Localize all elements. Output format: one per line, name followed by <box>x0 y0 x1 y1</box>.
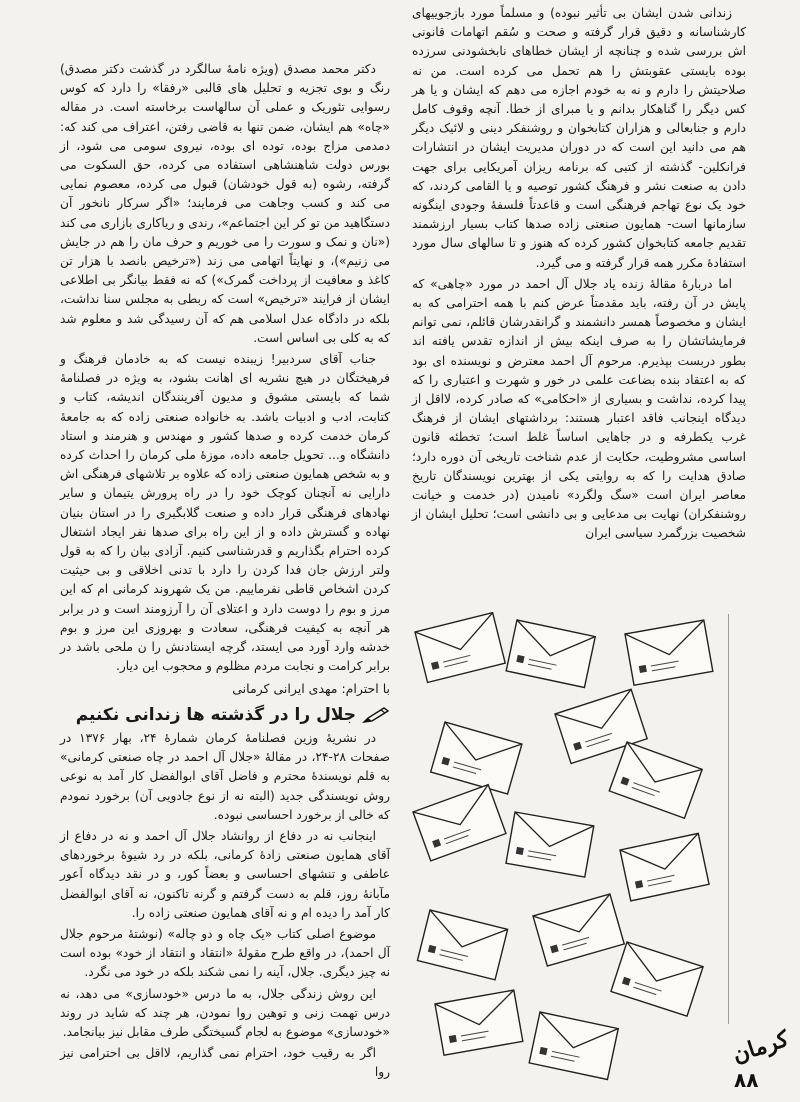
right-column <box>412 4 746 546</box>
article-title: جلال را در گذشته ها زندانی نکنیم <box>75 704 356 725</box>
envelope-icon <box>620 833 709 900</box>
signature: با احترام: مهدی ایرانی کرمانی <box>232 680 390 696</box>
paragraph: این روش زندگی جلال، به ما درس «خودسازی» می دهد، نه درس تهمت زنی و توهین روا نمودن، هر چند که شاید در روند «خودسازی» موضوع به لجام گسیختگی طرف مقابل نیز بیانجامد. <box>60 986 390 1039</box>
pen-icon <box>362 706 390 724</box>
paragraph: اینجانب نه در دفاع از روانشاد جلال آل احمد و نه در دفاع از آقای همایون صنعتی زادهٔ کرمانی، بلکه در رد شیوهٔ برخوردهای عاطفی و تنشهای احساسی و بعضاً کور، و در نقد دیدگاه اَعور مآبانهٔ روز، قلم به دست گرفتم و گرنه تاکنون، نه آقای ابوالفضل کار آمد را دیده ام و نه آقای همایون صنعتی زاده را. <box>60 828 390 920</box>
envelopes-illustration <box>405 612 720 1088</box>
left-column <box>60 60 390 1085</box>
envelope-icon <box>506 620 595 687</box>
envelope-icon <box>609 742 702 818</box>
magazine-logo: کرمان <box>729 1025 792 1069</box>
paragraph: در نشریهٔ وزین فصلنامهٔ کرمان شمارهٔ ۲۴، بهار ۱۳۷۶ در صفحات ۲۸-۲۴، در مقالهٔ «جلال آل احمد در چاه صنعتی کرمانی» به قلم نویسندهٔ محترم و فاضل آقای ابوالفضل کار آمد به نوعی روش نویسندگی جدید (البته نه از نوع جادویی آن) برخورد نمودم که خالی از برخورد احساسی نبوده. <box>60 730 390 822</box>
paragraph: اگر به رقیب خود، احترام نمی گذاریم، لااقل بی احترامی نیز روا <box>60 1046 390 1080</box>
envelope-icon <box>529 1012 618 1079</box>
envelope-icon <box>533 894 624 966</box>
envelope-icon <box>413 785 506 861</box>
article-heading <box>60 706 390 725</box>
side-rule <box>728 614 729 1024</box>
paragraph: موضوع اصلی کتاب «یک چاه و دو چاله» (نوشتهٔ مرحوم جلال آل احمد)، در واقع طرح مقولهٔ «انتقاد و انتقاد از خود» بوده است نه چیز دیگری. جلال، آینه را نمی شکند بلکه در خود می نگرد. <box>60 926 390 980</box>
paragraph: جناب آقای سردبیر! زیبنده نیست که به خادمان فرهنگ و فرهیختگان در هیچ نشریه ای اهانت بشود، به ویژه در فصلنامهٔ شما که بایستی مشوق و مدیون آفرینندگان اندیشه، کتاب و کتابت، ادب و ادبیات باشد. به خانواده صنعتی زاده که به جامعهٔ کرمان خدمت کرده و صدها کشور و مهندس و هنرمند و استاد دانشگاه و... تحویل جامعه داده، موزهٔ ملی کرمان را احداث کرده و به شخص همایون صنعتی زاده که علاوه بر تلاشهای فرهنگی اش دارایی نه آنچنان کوچک خود را در راه پرورش یتیمان و سایر نهادهای فرهنگی قرار داده و صنعت گلابگیری را در استان بنیان نهاده و گسترش داده و از این راه برای صدها نفر ایجاد اشتغال کرده احترام بگذاریم و قدرشناسی کنیم. آزادی بیان را که به قول ولتر ارزش جان فدا کردن را دارد با تدنی اخلاقی و بی حیثیت کردن اشخاص قاطی نفرماییم. من یک شهروند کرمانی ام که این مرز و بوم را دوست دارد و اعتلای آن را آرزومند است و در برابر هر آنچه به کیفیت فرهنگی، سعادت و بهروزی این مرز و بوم خدشه وارد آورد می ایستد، گرچه ایستادنش را ن ملحی باشد در برابر کرامت و نجابت مردم مظلوم و محجوب این دیار. <box>60 352 390 674</box>
paragraph: زندانی شدن ایشان بی تأثیر نبوده) و مسلماً مورد بازجوییهای کارشناسانه و دقیق قرار گرفته و صحت و سُقم اتهامات قانونی اش بررسی شده و چنانچه از ایشان خطاهای نابخشودنی سرزده بوده بایستی عقوبتش را هم تحمل می کرده است. من نه صلاحیتش را دارم و نه به خودم اجازه می دهم که ایشان و یا هر کس دیگر را گناهکار بدانم و یا مبرای از خطا. آنچه وقوف کامل دارم و جنابعالی و هزاران کتابخوان و روشنفکر دینی و لائیک دیگر هم می دانید این است که در دوران مدیریت ایشان در انتشارات فرانکلین- گذشته از کتبی که برنامه ریزان آمریکایی برای جهت دادن به صنعت نشر و فرهنگ کشور توصیه و یا القامی کردند، که خود یک نوع تهاجم فرهنگی است و قاعدتاً فلسفهٔ وجودی اینگونه سازمانها است- همایون صنعتی زاده صدها کتاب بسیار ارزشمند تقدیم جامعه کتابخوان کشور کرده که هنوز و تا سالهای سال مورد استفادهٔ مکرر همه قرار گرفته و می گیرد. <box>412 6 746 270</box>
envelope-icon <box>435 990 523 1055</box>
paragraph: دکتر محمد مصدق (ویژه نامهٔ سالگرد در گذشت دکتر مصدق) رنگ و بوی تجزیه و تحلیل های قالبی «رفقا» را دارد که کوس رسوایی تئوریک و عملی آن سالهاست برخاسته است. در مقاله «چاه» هم ایشان، ضمن تنها به قاضی رفتن، اعتراف می کند که: دمدمی مزاج بوده، توده ای بوده، نیروی سومی می شود، از بورس دولت شاهنشاهی استفاده می کرده، حق السکوت می گرفته، رشوه (به قول خودشان) قبول می کرده، معصوم نمایی می کند و کسب وجاهت می فرمایند؛ «اگر سرکار نانخور آن دستگاهید من تو کر این اجتماعم»، رندی و ریاکاری بازاری می کند («نان و نمک و سورت را می خوریم و حرف مان را هم در جایش می زنیم»)، و نهایتاً اتهامی می زند («ترخیص بانصد با هزار تن کاغذ و معافیت از پرداخت گمرک») که نه فقط بیانگر بی اطلاعی ایشان از فرایند «ترخیص» است که ربطی به مجلس سنا نداشت، بلکه در دادگاه عدل اسلامی هم که آن رسیدگی شد و معلوم شد که به کلی بی اساس است. <box>60 62 390 345</box>
envelope-icon <box>431 722 522 794</box>
paragraph: اما دربارهٔ مقالهٔ زنده یاد جلال آل احمد در مورد «چاهی» که پایش در آن رفته، باید مقدمتاً عرض کنم با همه احترامی که به ایشان و مخصوصاً همسر دانشمند و گرانقدرشان قائلم، نمی توانم فرمایشاتشان را به صرف اینکه بیش از اندازه تقدس یافته اند بطور دربست بپذیرم. مرحوم آل احمد معترض و نویسنده ای بود که به اعتقاد بنده بضاعت علمی در خور و شهرت و اعتباری را که پیدا کرده، نداشت و بسیاری از «احکامی» که صادر کرده، لااقل از دیدگاه اینجانب فاقد اعتبار هستند: برداشتهای ایشان از فرهنگ غرب یکطرفه و در جاهایی اساساً غلط است؛ تخطئه قانون اساسی مشروطیت، حکایت از عدم شناخت تاریخی آن دوره دارد؛ صادق هدایت را که به روایتی یکی از بهترین نویسندگان تاریخ معاصر ایران است «سگ ولگرد» نامیدن (در خدمت و خیانت روشنفکران) نهایت بی مدعایی و بی دانشی است؛ تحلیل ایشان از شخصیت بزرگمرد سیاسی ایران <box>412 276 746 541</box>
envelope-icon <box>506 812 594 877</box>
page-number: ۸۸ <box>734 1068 759 1092</box>
envelope-icon <box>417 910 507 980</box>
envelope-icon <box>415 613 505 683</box>
envelope-icon <box>611 942 703 1016</box>
envelope-icon <box>625 620 713 685</box>
